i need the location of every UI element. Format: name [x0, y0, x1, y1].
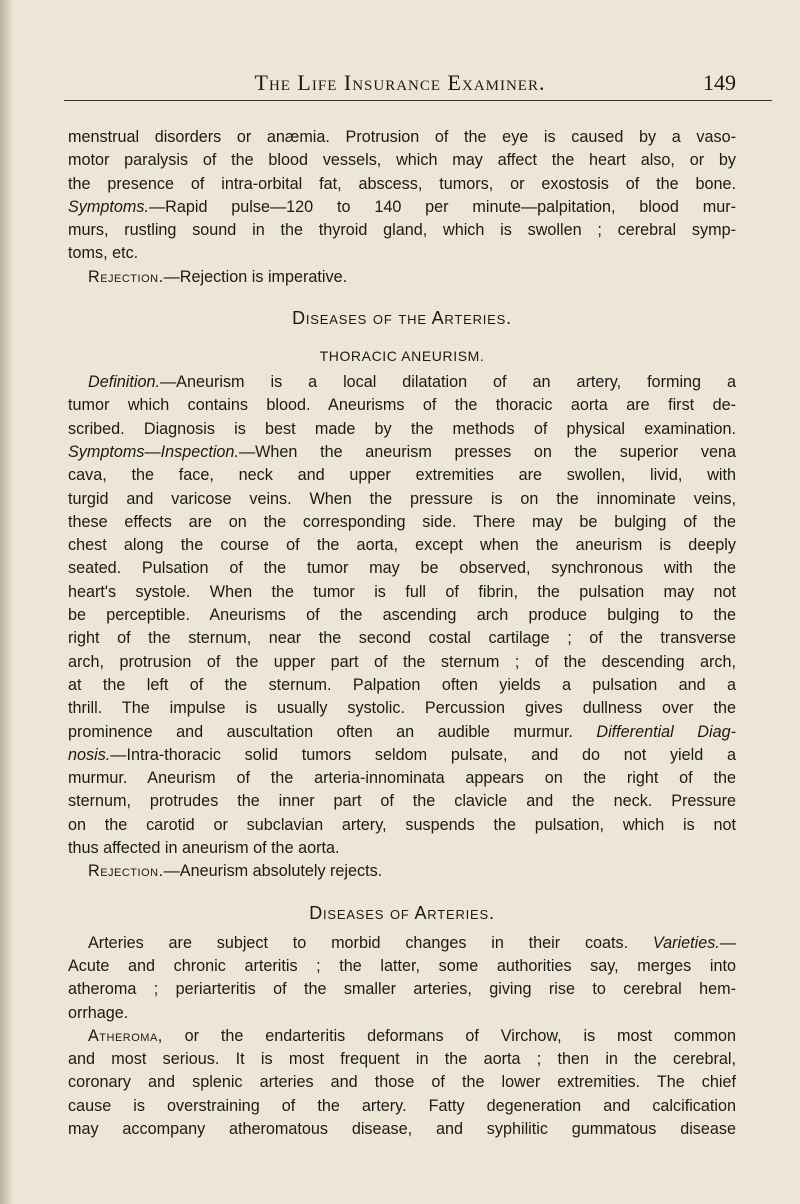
text-line: on the carotid or subclavian artery, suspends the pulsation, which is not: [68, 815, 736, 834]
italic-term: Varieties.: [652, 933, 720, 952]
line-rest: or the endarteritis deformans of Virchow, is most common: [162, 1026, 736, 1045]
text-line: chest along the course of the aorta, except when the aneurism is deeply: [68, 536, 736, 555]
smallcaps-term: Rejection.: [88, 267, 164, 286]
text-line: orrhage.: [68, 1003, 129, 1022]
text-line: motor paralysis of the blood vessels, which may affect the heart also, or by: [68, 151, 736, 170]
text-line: [68, 860, 736, 883]
text-line: toms, etc.: [68, 244, 139, 263]
text-line: menstrual disorders or anæmia. Protrusion of the eye is caused by a vaso-: [68, 128, 736, 146]
paragraph-atheroma: [68, 1025, 736, 1141]
italic-term: Symptoms—Inspection.: [68, 442, 239, 461]
text-line: [68, 266, 736, 289]
text-line: turgid and varicose veins. When the pressure is on the innominate veins,: [68, 489, 736, 508]
paragraph-rejection-2: [68, 860, 736, 883]
line-start: Arteries are subject to morbid changes in their coats.: [88, 933, 629, 952]
line-start: prominence and auscultation often an audible murmur.: [68, 722, 573, 741]
section-heading-arteries: Diseases of the Arteries.: [292, 308, 512, 329]
text-line: these effects are on the corresponding side. There may be bulging of the: [68, 512, 736, 531]
text-line: arch, protrusion of the upper part of the sternum ; of the descending arch,: [68, 652, 736, 671]
page-header: [0, 62, 800, 102]
text-line: coronary and splenic arteries and those of the lower extremities. The chief: [68, 1073, 736, 1092]
text-line: scribed. Diagnosis is best made by the methods of physical examination.: [68, 419, 736, 438]
text-line: tumor which contains blood. Aneurisms of the thoracic aorta are first de-: [68, 396, 736, 415]
text-line: heart's systole. When the tumor is full of fibrin, the pulsation may not: [68, 582, 736, 601]
italic-term: nosis.: [68, 745, 111, 764]
text-line: [68, 721, 736, 744]
text-line: be perceptible. Aneurisms of the ascending arch produce bulging to the: [68, 606, 736, 625]
text-line: sternum, protrudes the inner part of the clavicle and the neck. Pressure: [68, 792, 736, 811]
text-line: Acute and chronic arteritis ; the latter, some authorities say, merges into: [68, 956, 736, 975]
text-line: murmur. Aneurism of the arteria-innominata appears on the right of the: [68, 769, 736, 788]
line-rest: —When the aneurism presses on the superior vena: [238, 442, 736, 461]
italic-term: Symptoms.: [68, 197, 149, 216]
italic-term: Definition.: [88, 373, 160, 392]
text-line: [68, 441, 736, 464]
paragraph-rejection-1: [68, 266, 736, 289]
line-rest: —Aneurism is a local dilatation of an artery, forming a: [159, 373, 736, 392]
paragraph-varieties: [68, 932, 736, 1025]
text-line: cause is overstraining of the artery. Fatty degeneration and calcification: [68, 1096, 736, 1115]
text-line: [68, 932, 736, 955]
header-rule: [64, 100, 772, 101]
text-line: [68, 371, 736, 394]
text-line: [68, 744, 736, 767]
smallcaps-term: Atheroma,: [88, 1026, 163, 1045]
italic-term: Differential Diag-: [596, 722, 736, 741]
text-line: atheroma ; periarteritis of the smaller arteries, giving rise to cerebral hem-: [68, 980, 736, 999]
line-rest: —: [719, 933, 736, 952]
paragraph-exophthalmic: [68, 126, 736, 266]
text-line: seated. Pulsation of the tumor may be observed, synchronous with the: [68, 559, 736, 578]
paragraph-aneurism: [68, 371, 736, 860]
line-rest: —Aneurism absolutely rejects.: [163, 862, 383, 881]
line-rest: —Rapid pulse—120 to 140 per minute—palpitation, blood mur-: [148, 197, 736, 216]
section-heading-arteries-2: Diseases of Arteries.: [309, 902, 495, 923]
text-line: right of the sternum, near the second costal cartilage ; of the transverse: [68, 629, 736, 648]
text-line: and most serious. It is most frequent in the aorta ; then in the cerebral,: [68, 1050, 736, 1069]
subheading-thoracic-aneurism: THORACIC ANEURISM.: [319, 348, 485, 365]
text-line: the presence of intra-orbital fat, abscess, tumors, or exostosis of the bone.: [68, 174, 736, 193]
text-line: cava, the face, neck and upper extremities are swollen, livid, with: [68, 466, 736, 485]
line-rest: —Rejection is imperative.: [163, 267, 348, 286]
text-line: murs, rustling sound in the thyroid gland, which is swollen ; cerebral symp-: [68, 221, 736, 240]
running-head: The Life Insurance Examiner.: [254, 70, 546, 95]
text-line: at the left of the sternum. Palpation often yields a pulsation and a: [68, 675, 736, 694]
page-body: [68, 126, 736, 1141]
text-line: thus affected in aneurism of the aorta.: [68, 839, 340, 858]
line-rest: —Intra-thoracic solid tumors seldom pulsate, and do not yield a: [110, 745, 736, 764]
text-line: thrill. The impulse is usually systolic. Percussion gives dullness over the: [68, 699, 736, 718]
page-spine-shadow: [0, 0, 14, 1204]
smallcaps-term: Rejection.: [88, 862, 164, 881]
text-line: may accompany atheromatous disease, and syphilitic gummatous disease: [68, 1119, 736, 1138]
text-line: [68, 196, 736, 219]
page-number: 149: [703, 70, 736, 95]
text-line: [68, 1025, 736, 1048]
